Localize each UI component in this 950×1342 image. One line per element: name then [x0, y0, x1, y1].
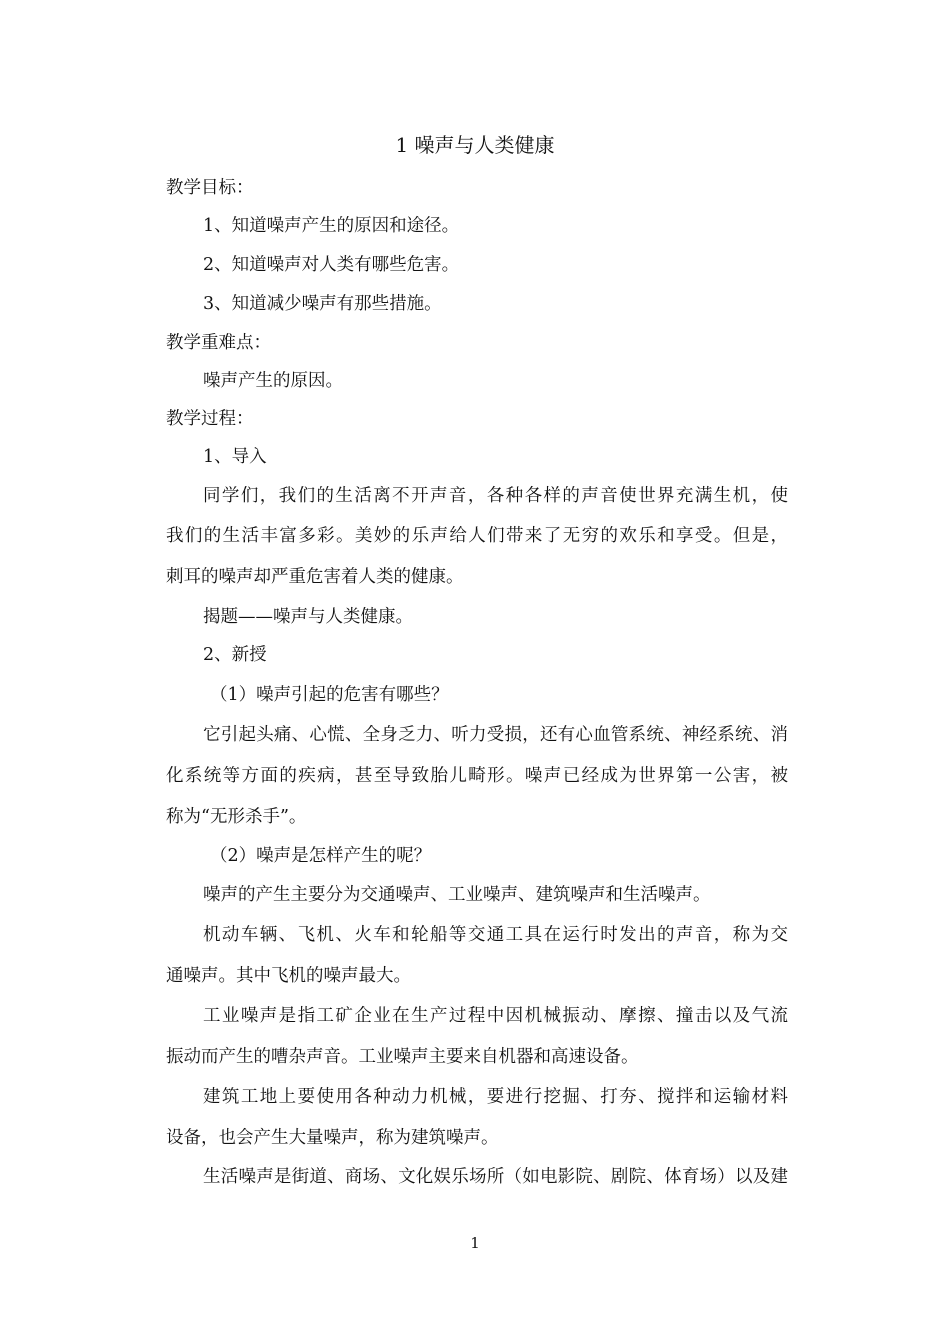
section-heading-key-points: 教学重难点： — [166, 333, 271, 353]
paragraph-line: 称为“无形杀手”。 — [166, 807, 307, 827]
section-heading-objectives: 教学目标： — [166, 178, 254, 198]
paragraph-line: 我们的生活丰富多彩。美妙的乐声给人们带来了无穷的欢乐和享受。但是， — [166, 526, 788, 546]
page-number: 1 — [470, 1234, 480, 1252]
paragraph-line: 设备，也会产生大量噪声，称为建筑噪声。 — [166, 1128, 499, 1148]
paragraph-line: 通噪声。其中飞机的噪声最大。 — [166, 966, 411, 986]
paragraph-line: 建筑工地上要使用各种动力机械，要进行挖掘、打夯、搅拌和运输材料 — [203, 1087, 788, 1107]
question-heading: （2）噪声是怎样产生的呢？ — [210, 846, 432, 866]
paragraph-line: 机动车辆、飞机、火车和轮船等交通工具在运行时发出的声音，称为交 — [203, 925, 788, 945]
paragraph-line: 它引起头痛、心慌、全身乏力、听力受损，还有心血管系统、神经系统、消 — [203, 725, 788, 745]
document-title: 1 噪声与人类健康 — [395, 133, 555, 157]
paragraph-line: 化系统等方面的疾病，甚至导致胎儿畸形。噪声已经成为世界第一公害，被 — [166, 766, 788, 786]
paragraph-line: 工业噪声是指工矿企业在生产过程中因机械振动、摩擦、撞击以及气流 — [203, 1006, 788, 1026]
question-heading: （1）噪声引起的危害有哪些？ — [210, 685, 449, 705]
paragraph-line: 噪声的产生主要分为交通噪声、工业噪声、建筑噪声和生活噪声。 — [203, 885, 711, 905]
key-point-text: 噪声产生的原因。 — [203, 371, 343, 391]
paragraph-line: 同学们，我们的生活离不开声音，各种各样的声音使世界充满生机，使 — [203, 486, 788, 506]
step-heading: 1、导入 — [203, 447, 267, 467]
objective-item: 3、知道减少噪声有那些措施。 — [203, 294, 442, 314]
paragraph-line: 生活噪声是街道、商场、文化娱乐场所（如电影院、剧院、体育场）以及建 — [203, 1167, 788, 1187]
paragraph-line: 刺耳的噪声却严重危害着人类的健康。 — [166, 567, 464, 587]
section-heading-process: 教学过程： — [166, 409, 254, 429]
paragraph-line: 振动而产生的嘈杂声音。工业噪声主要来自机器和高速设备。 — [166, 1047, 639, 1067]
step-heading: 2、新授 — [203, 645, 267, 665]
objective-item: 2、知道噪声对人类有哪些危害。 — [203, 255, 460, 275]
objective-item: 1、知道噪声产生的原因和途径。 — [203, 216, 460, 236]
paragraph-line: 揭题——噪声与人类健康。 — [203, 607, 413, 627]
